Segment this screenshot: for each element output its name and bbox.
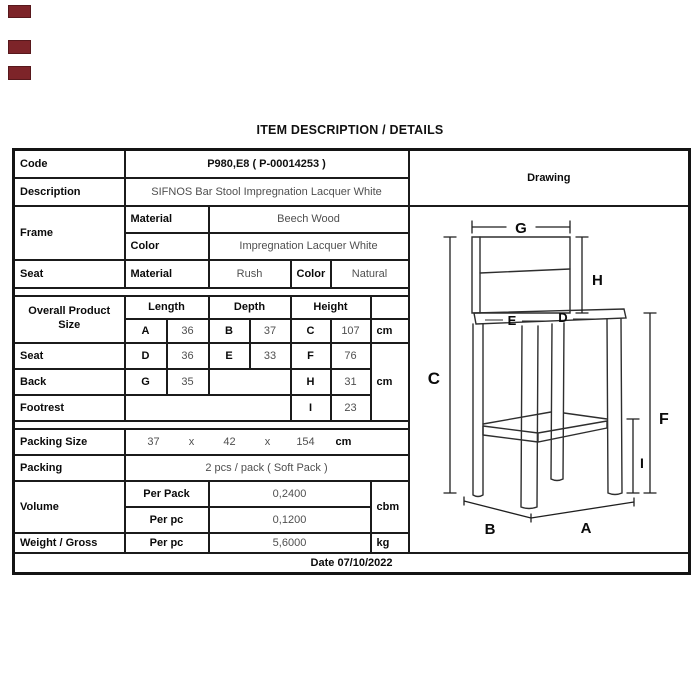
drawing-area	[409, 206, 690, 553]
packing-x: x	[264, 435, 271, 448]
packing-value: 2 pcs / pack ( Soft Pack )	[125, 455, 409, 481]
overall-unit: cm	[371, 319, 409, 343]
back-size-label: Back	[14, 369, 125, 395]
depth-header: Depth	[209, 296, 291, 319]
size-unit: cm	[371, 343, 409, 421]
seat-size-label: Seat	[14, 343, 125, 369]
frame-material-value: Beech Wood	[209, 206, 409, 233]
unit-header-cell	[371, 296, 409, 319]
dim-label-c: C	[427, 368, 440, 388]
date-row	[14, 553, 690, 574]
weight-per-pc-label: Per pc	[125, 533, 209, 553]
back-height-key: H	[291, 369, 331, 395]
spacer-cell	[14, 421, 409, 429]
spacer-cell	[14, 288, 409, 296]
weight-label: Weight / Gross	[14, 533, 125, 553]
packing-dim-1: 37	[147, 435, 160, 448]
date-value: Date 07/10/2022	[14, 553, 690, 574]
packing-size-label: Packing Size	[14, 429, 125, 455]
dim-label-g: G	[514, 219, 527, 237]
drawing-header: Drawing	[409, 150, 690, 206]
footrest-height-key: I	[291, 395, 331, 421]
frame-material-row	[14, 206, 690, 233]
seat-material-value: Rush	[209, 260, 291, 288]
frame-color-value: Impregnation Lacquer White	[209, 233, 409, 260]
page-title: ITEM DESCRIPTION / DETAILS	[256, 123, 444, 137]
frame-material-label: Material	[125, 206, 209, 233]
overall-size-label: Overall Product Size	[14, 296, 125, 343]
stool-outline	[472, 237, 626, 509]
length-header: Length	[125, 296, 209, 319]
seat-material-label: Material	[125, 260, 209, 288]
seat-depth-key: E	[209, 343, 250, 369]
overall-length-value: 36	[167, 319, 209, 343]
description-value: SIFNOS Bar Stool Impregnation Lacquer White	[125, 178, 409, 206]
back-length-key: G	[125, 369, 167, 395]
footrest-empty	[125, 395, 291, 421]
seat-height-key: F	[291, 343, 331, 369]
volume-per-pc-label: Per pc	[125, 507, 209, 533]
height-header: Height	[291, 296, 371, 319]
dim-label-a: A	[580, 519, 591, 537]
code-value: P980,E8 ( P-00014253 )	[125, 150, 409, 178]
seat-color-value: Natural	[331, 260, 409, 288]
seat-length-value: 36	[167, 343, 209, 369]
stool-drawing	[410, 207, 689, 548]
dimension-lines	[444, 221, 656, 522]
seat-length-key: D	[125, 343, 167, 369]
dim-label-e: E	[507, 312, 516, 328]
spec-table	[12, 148, 691, 575]
packing-dim-2: 42	[223, 435, 236, 448]
footrest-label: Footrest	[14, 395, 125, 421]
seat-height-value: 76	[331, 343, 371, 369]
overall-height-key: C	[291, 319, 331, 343]
dim-label-b: B	[484, 520, 495, 538]
frame-color-label: Color	[125, 233, 209, 260]
volume-per-pack-value: 0,2400	[209, 481, 371, 507]
seat-color-label: Color	[291, 260, 331, 288]
dim-label-f: F	[658, 410, 669, 428]
dim-label-d: D	[557, 309, 568, 325]
volume-per-pc-value: 0,1200	[209, 507, 371, 533]
packing-x: x	[188, 435, 195, 448]
volume-per-pack-label: Per Pack	[125, 481, 209, 507]
description-label: Description	[14, 178, 125, 206]
volume-label: Volume	[14, 481, 125, 533]
gallery-thumbnail[interactable]	[8, 5, 31, 18]
overall-height-value: 107	[331, 319, 371, 343]
overall-length-key: A	[125, 319, 167, 343]
code-row	[14, 150, 690, 178]
packing-size-value	[125, 429, 409, 455]
packing-label: Packing	[14, 455, 125, 481]
dim-label-h: H	[591, 271, 603, 289]
seat-label: Seat	[14, 260, 125, 288]
weight-value: 5,6000	[209, 533, 371, 553]
volume-unit: cbm	[371, 481, 409, 533]
gallery-thumbnail[interactable]	[8, 40, 31, 54]
packing-size-unit: cm	[335, 435, 352, 448]
footrest-height-value: 23	[331, 395, 371, 421]
back-length-value: 35	[167, 369, 209, 395]
overall-depth-key: B	[209, 319, 250, 343]
gallery-thumbnail[interactable]	[8, 66, 31, 80]
packing-dim-3: 154	[296, 435, 315, 448]
seat-depth-value: 33	[250, 343, 291, 369]
weight-unit: kg	[371, 533, 409, 553]
code-label: Code	[14, 150, 125, 178]
back-depth-empty	[209, 369, 291, 395]
frame-label: Frame	[14, 206, 125, 260]
dim-label-i: I	[639, 454, 644, 471]
overall-depth-value: 37	[250, 319, 291, 343]
back-height-value: 31	[331, 369, 371, 395]
